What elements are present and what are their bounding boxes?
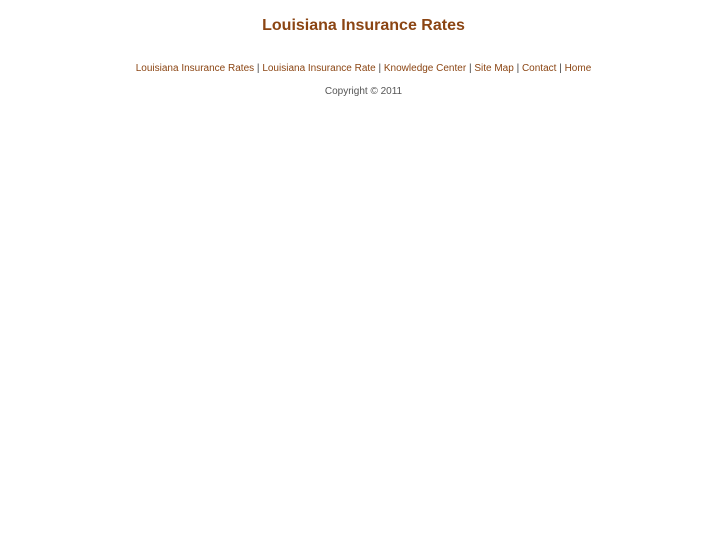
footer-nav xyxy=(0,62,727,75)
copyright-text: Copyright © 2011 xyxy=(324,86,403,97)
nav-separator: | xyxy=(375,63,384,74)
nav-separator: | xyxy=(254,63,263,74)
nav-link-louisiana-insurance-rates[interactable]: Louisiana Insurance Rates xyxy=(135,63,255,74)
nav-separator: | xyxy=(556,63,565,74)
nav-link-home[interactable]: Home xyxy=(564,63,592,74)
nav-link-contact[interactable]: Contact xyxy=(521,63,557,74)
nav-separator: | xyxy=(466,63,475,74)
nav-link-knowledge-center[interactable]: Knowledge Center xyxy=(383,63,467,74)
nav-link-site-map[interactable]: Site Map xyxy=(474,63,514,74)
page-title: Louisiana Insurance Rates xyxy=(262,17,465,34)
nav-link-louisiana-insurance-rate[interactable]: Louisiana Insurance Rate xyxy=(262,63,376,74)
nav-separator: | xyxy=(513,63,522,74)
